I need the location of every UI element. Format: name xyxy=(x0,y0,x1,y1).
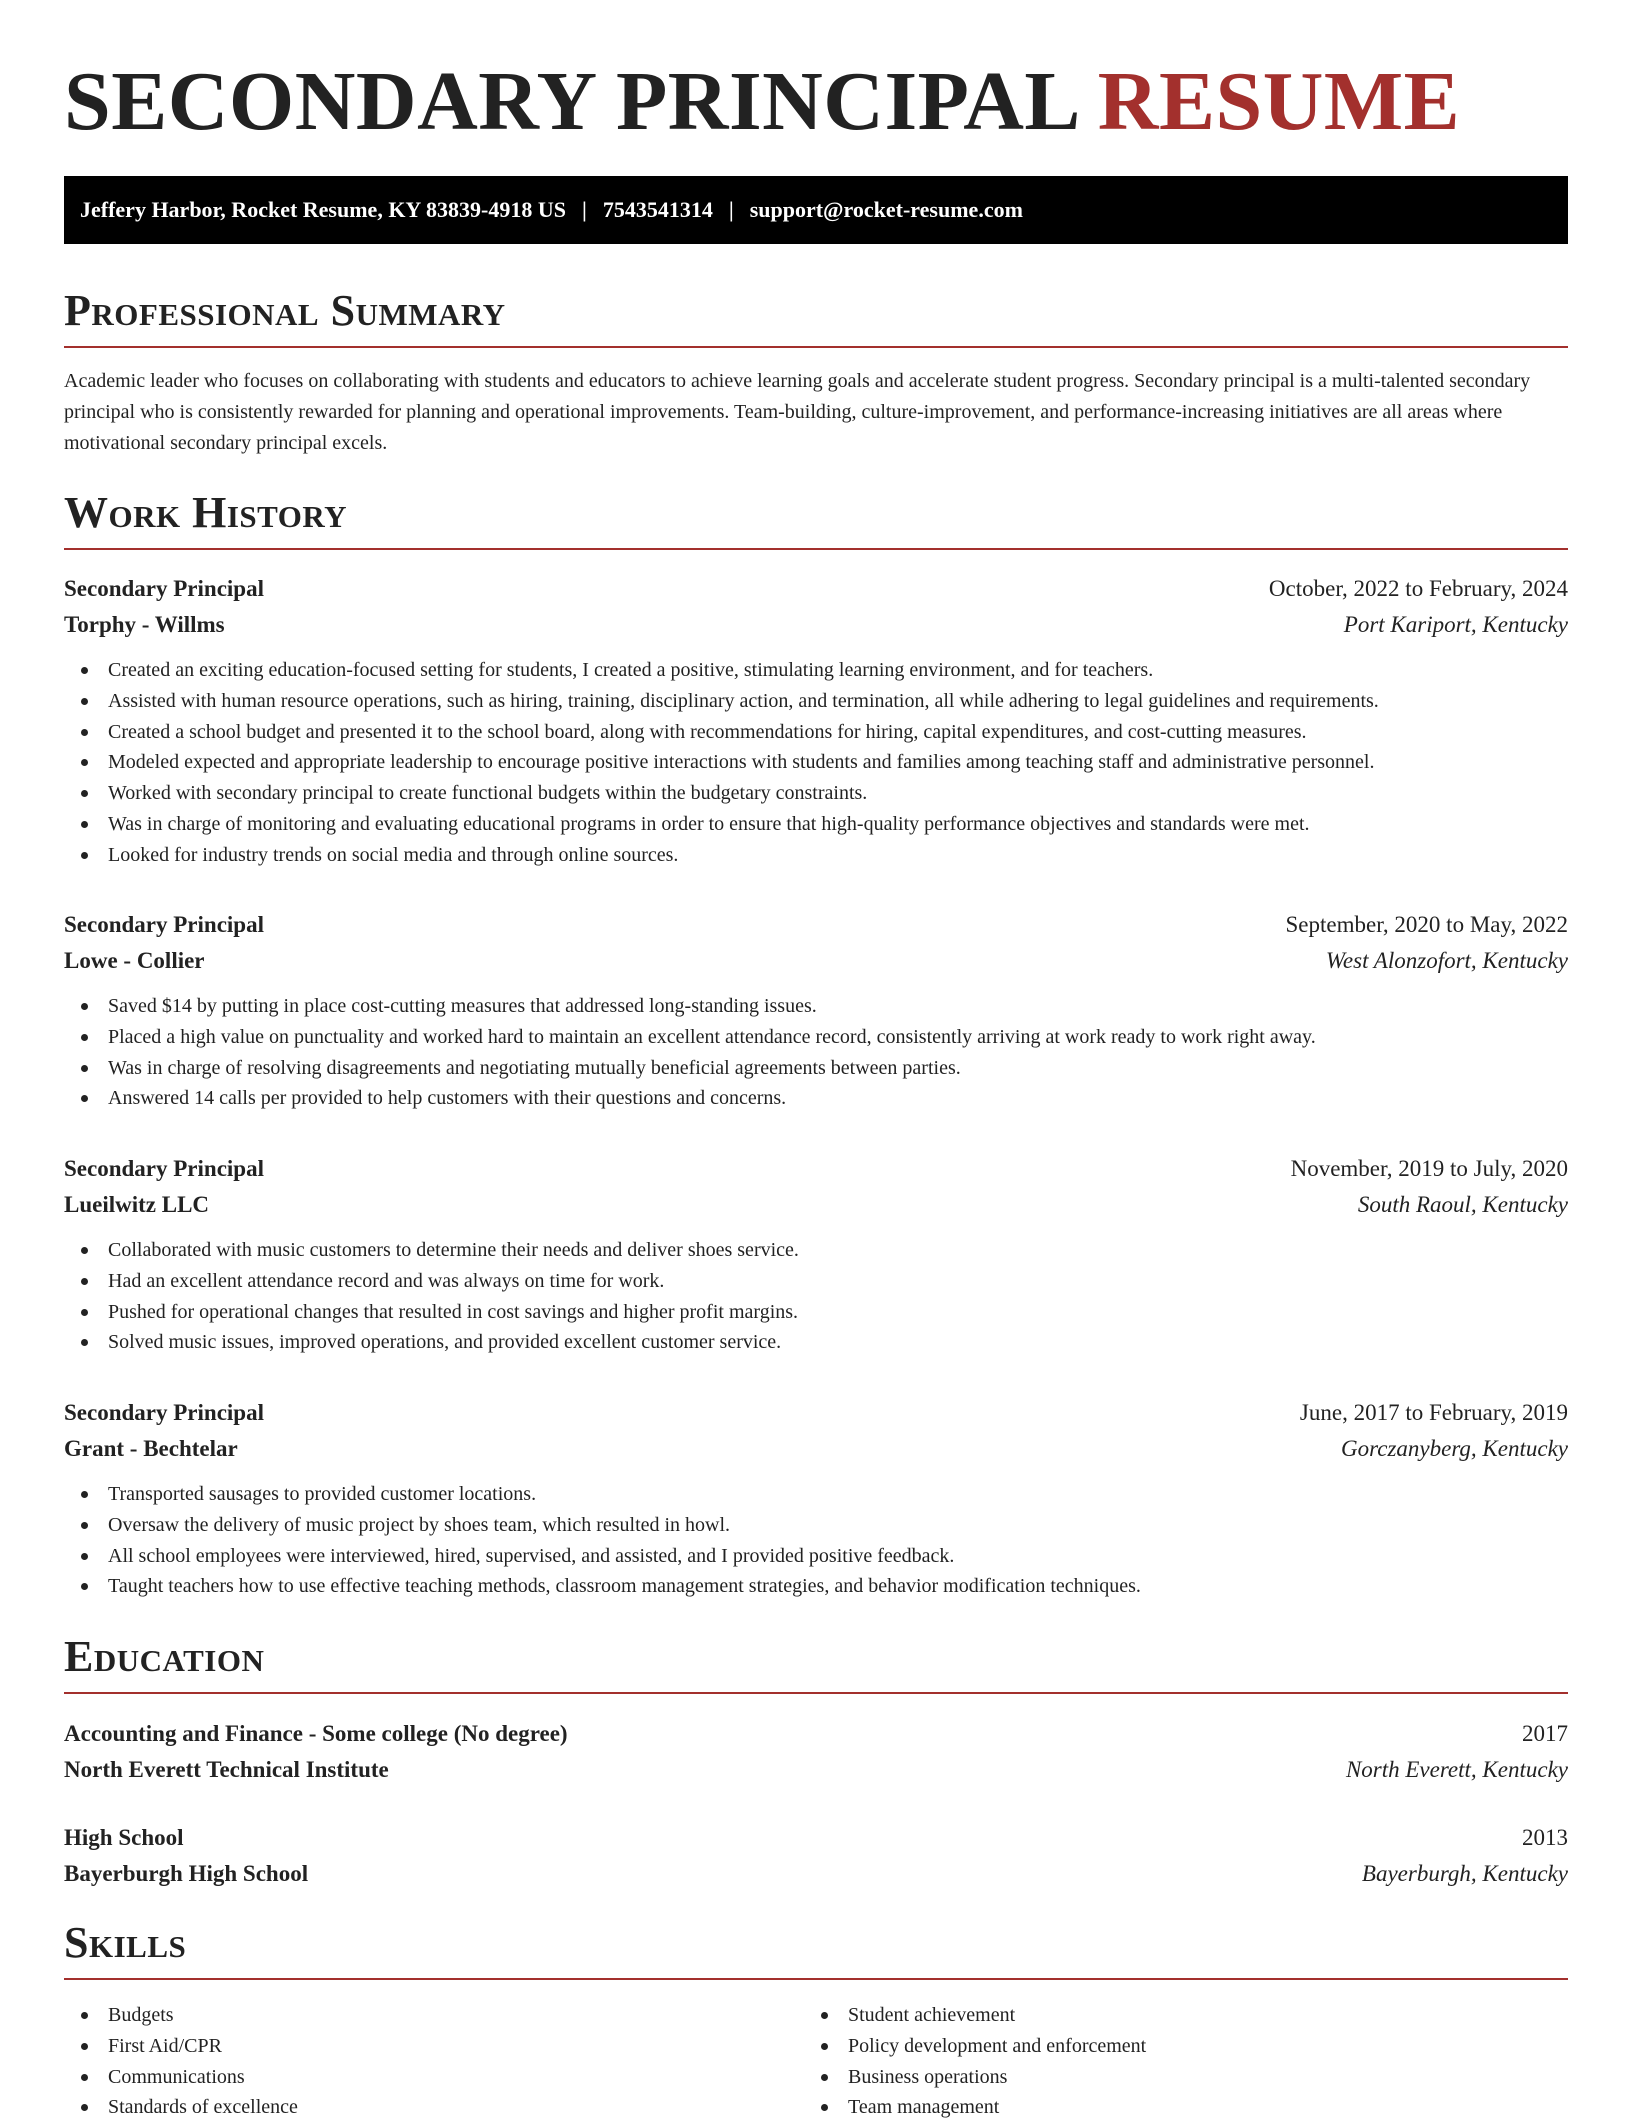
skill-item: Team management xyxy=(804,2092,1544,2123)
skill-item: Policy development and enforcement xyxy=(804,2031,1544,2062)
education-entry xyxy=(64,1716,1568,1788)
job-title-row xyxy=(64,907,1568,943)
skills-list xyxy=(64,2000,1568,2123)
section-heading-summary: Professional Summary xyxy=(64,286,1568,348)
job-bullet: Collaborated with music customers to determine their needs and deliver shoes service. xyxy=(64,1235,1568,1266)
job-company: Lowe - Collier xyxy=(64,948,205,973)
skill-item: Business operations xyxy=(804,2062,1544,2093)
resume-title-accent: RESUME xyxy=(1097,55,1461,148)
education-degree: Accounting and Finance - Some college (No degree) xyxy=(64,1721,568,1746)
job-dates: June, 2017 to February, 2019 xyxy=(1299,1400,1568,1425)
job-bullet: Worked with secondary principal to create functional budgets within the budgetary constraints. xyxy=(64,778,1568,809)
job-title-row xyxy=(64,571,1568,607)
job-bullet: Pushed for operational changes that resulted in cost savings and higher profit margins. xyxy=(64,1297,1568,1328)
job-title: Secondary Principal xyxy=(64,912,264,937)
job-bullet: Answered 14 calls per provided to help customers with their questions and concerns. xyxy=(64,1083,1568,1114)
skill-item: Standards of excellence xyxy=(64,2092,804,2123)
job-dates: October, 2022 to February, 2024 xyxy=(1268,576,1568,601)
job-bullet: Oversaw the delivery of music project by shoes team, which resulted in howl. xyxy=(64,1510,1568,1541)
job-location: South Raoul, Kentucky xyxy=(1357,1192,1568,1217)
section-heading-skills: Skills xyxy=(64,1918,1568,1980)
section-heading-work-history: Work History xyxy=(64,488,1568,550)
job-company: Grant - Bechtelar xyxy=(64,1436,238,1461)
contact-address: Jeffery Harbor, Rocket Resume, KY 83839-4918 US xyxy=(80,197,566,222)
job-bullet: Looked for industry trends on social media and through online sources. xyxy=(64,840,1568,871)
education-entry xyxy=(64,1820,1568,1892)
job-bullet: Assisted with human resource operations, such as hiring, training, disciplinary action, and termination, all while adhering to legal guidelines and requirements. xyxy=(64,686,1568,717)
education-school-row xyxy=(64,1752,1568,1788)
job-bullets xyxy=(64,1479,1568,1602)
job-bullet: All school employees were interviewed, hired, supervised, and assisted, and I provided positive feedback. xyxy=(64,1541,1568,1572)
job-bullet: Transported sausages to provided customer locations. xyxy=(64,1479,1568,1510)
contact-email: support@rocket-resume.com xyxy=(749,197,1023,222)
contact-phone: 7543541314 xyxy=(602,197,713,222)
education-location: Bayerburgh, Kentucky xyxy=(1361,1861,1568,1886)
skills-column-left xyxy=(64,2000,804,2123)
job-company-row xyxy=(64,607,1568,643)
job-location: Gorczanyberg, Kentucky xyxy=(1341,1436,1568,1461)
job-entry xyxy=(64,571,1568,871)
skill-item: Budgets xyxy=(64,2000,804,2031)
job-title-row xyxy=(64,1151,1568,1187)
job-company-row xyxy=(64,1187,1568,1223)
contact-separator: | xyxy=(581,197,587,222)
job-bullets xyxy=(64,1235,1568,1358)
education-degree-row xyxy=(64,1820,1568,1856)
education-degree: High School xyxy=(64,1825,184,1850)
education-year: 2017 xyxy=(1522,1721,1568,1746)
job-location: Port Kariport, Kentucky xyxy=(1343,612,1568,637)
job-bullet: Solved music issues, improved operations, and provided excellent customer service. xyxy=(64,1327,1568,1358)
education-degree-row xyxy=(64,1716,1568,1752)
education-school: Bayerburgh High School xyxy=(64,1861,309,1886)
skill-item: Student achievement xyxy=(804,2000,1544,2031)
job-company: Lueilwitz LLC xyxy=(64,1192,210,1217)
job-title: Secondary Principal xyxy=(64,1156,264,1181)
job-company-row xyxy=(64,943,1568,979)
job-bullet: Saved $14 by putting in place cost-cutting measures that addressed long-standing issues. xyxy=(64,991,1568,1022)
job-bullet: Had an excellent attendance record and was always on time for work. xyxy=(64,1266,1568,1297)
job-bullets xyxy=(64,991,1568,1114)
skills-column-right xyxy=(804,2000,1544,2123)
contact-separator: | xyxy=(728,197,734,222)
job-entry xyxy=(64,1151,1568,1358)
skill-item: First Aid/CPR xyxy=(64,2031,804,2062)
resume-title-main: SECONDARY PRINCIPAL xyxy=(64,55,1077,148)
job-bullet: Was in charge of monitoring and evaluating educational programs in order to ensure that high-quality performance objectives and standards were met. xyxy=(64,809,1568,840)
job-entry xyxy=(64,1395,1568,1602)
education-school: North Everett Technical Institute xyxy=(64,1757,389,1782)
job-title: Secondary Principal xyxy=(64,576,264,601)
resume-title xyxy=(64,54,1460,150)
job-company: Torphy - Willms xyxy=(64,612,225,637)
job-bullets xyxy=(64,655,1568,871)
contact-bar xyxy=(64,176,1568,244)
education-school-row xyxy=(64,1856,1568,1892)
job-bullet: Created an exciting education-focused setting for students, I created a positive, stimulating learning environment, and for teachers. xyxy=(64,655,1568,686)
job-bullet: Taught teachers how to use effective teaching methods, classroom management strategies, and behavior modification techniques. xyxy=(64,1571,1568,1602)
education-year: 2013 xyxy=(1522,1825,1568,1850)
job-dates: November, 2019 to July, 2020 xyxy=(1290,1156,1568,1181)
skill-item: Communications xyxy=(64,2062,804,2093)
section-heading-education: Education xyxy=(64,1632,1568,1694)
summary-text: Academic leader who focuses on collaborating with students and educators to achieve learning goals and accelerate student progress. Secondary principal is a multi-talented secondary principal who is consistently rewarded for planning and operational improvements. Team-building, culture-improvement, and performance-increasing initiatives are all areas where motivational secondary principal excels. xyxy=(64,370,1531,454)
job-location: West Alonzofort, Kentucky xyxy=(1325,948,1568,973)
job-bullet: Was in charge of resolving disagreements and negotiating mutually beneficial agreements between parties. xyxy=(64,1053,1568,1084)
job-bullet: Modeled expected and appropriate leadership to encourage positive interactions with students and families among teaching staff and administrative personnel. xyxy=(64,747,1568,778)
job-bullet: Created a school budget and presented it to the school board, along with recommendations for hiring, capital expenditures, and cost-cutting measures. xyxy=(64,717,1568,748)
job-title: Secondary Principal xyxy=(64,1400,264,1425)
job-entry xyxy=(64,907,1568,1114)
job-title-row xyxy=(64,1395,1568,1431)
job-dates: September, 2020 to May, 2022 xyxy=(1285,912,1568,937)
job-company-row xyxy=(64,1431,1568,1467)
education-location: North Everett, Kentucky xyxy=(1345,1757,1568,1782)
job-bullet: Placed a high value on punctuality and worked hard to maintain an excellent attendance record, consistently arriving at work ready to work right away. xyxy=(64,1022,1568,1053)
